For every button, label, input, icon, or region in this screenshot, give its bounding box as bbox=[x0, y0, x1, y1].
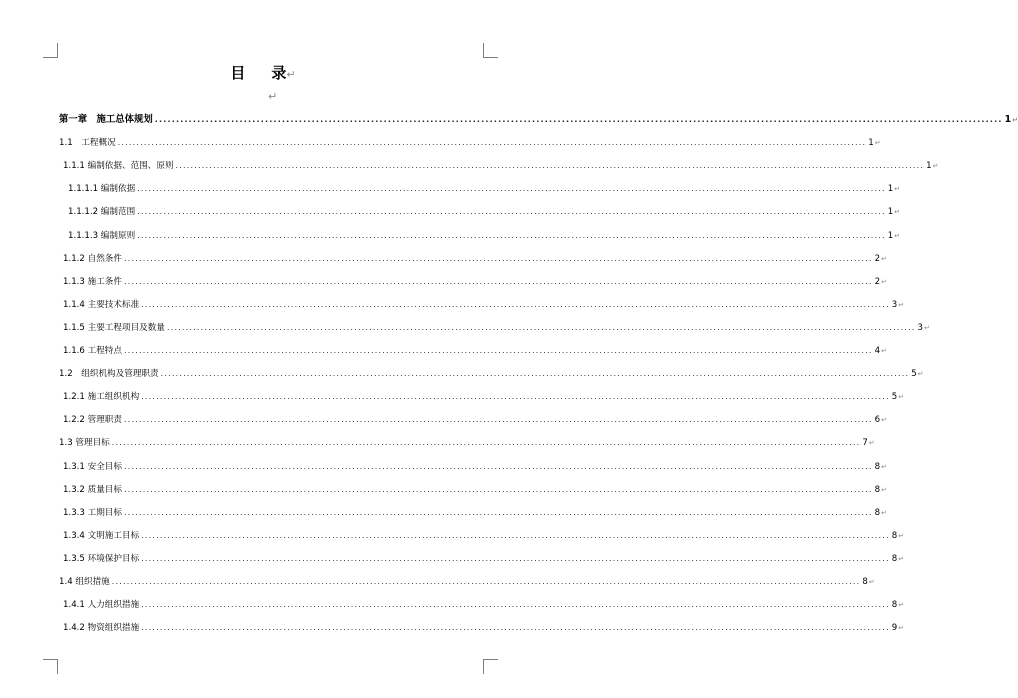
toc-page-number: 5 bbox=[911, 369, 917, 380]
toc-dot-leader: ........................................................................................................................................................................................................ bbox=[123, 484, 873, 494]
paragraph-mark-icon: ↵ bbox=[881, 277, 887, 286]
paragraph-mark-icon: ↵ bbox=[894, 231, 901, 240]
toc-entry-label: 1.1.1.3 编制原则 bbox=[68, 230, 136, 241]
paragraph-mark-icon: ↵ bbox=[894, 208, 901, 217]
toc-entry[interactable] bbox=[63, 507, 887, 519]
toc-dot-leader: ........................................................................................................................................................................................................ bbox=[111, 577, 861, 586]
toc-dot-leader: ........................................................................................................................................................................................................ bbox=[111, 438, 861, 448]
toc-page-number: 2 bbox=[874, 276, 881, 287]
toc-dot-leader: ........................................................................................................................................................................................................ bbox=[154, 115, 1003, 124]
toc-dot-leader: ........................................................................................................................................................................................................ bbox=[123, 507, 873, 517]
toc-entry[interactable] bbox=[63, 414, 887, 426]
toc-page-number: 1 bbox=[887, 230, 894, 241]
toc-dot-leader: ........................................................................................................................................................................................................ bbox=[141, 530, 890, 540]
paragraph-mark-icon: ↵ bbox=[881, 462, 887, 471]
toc-entry[interactable] bbox=[63, 160, 939, 172]
toc-dot-leader: ........................................................................................................................................................................................................ bbox=[123, 276, 873, 286]
toc-page-number: 8 bbox=[862, 577, 868, 587]
toc-entry-label: 1.2 组织机构及管理职责 bbox=[59, 369, 159, 380]
paragraph-mark-icon: ↵ bbox=[868, 578, 875, 586]
paragraph-mark-icon: ↵ bbox=[898, 393, 905, 402]
toc-entry[interactable] bbox=[63, 322, 930, 334]
toc-dot-leader: ........................................................................................................................................................................................................ bbox=[137, 207, 886, 217]
toc-page-number: 8 bbox=[874, 484, 881, 495]
toc-page-number: 1 bbox=[887, 184, 894, 195]
toc-page-number: 8 bbox=[874, 461, 881, 472]
toc-dot-leader: ........................................................................................................................................................................................................ bbox=[137, 184, 886, 194]
toc-entry-label: 第一章 施工总体规划 bbox=[59, 114, 153, 125]
toc-page-number: 1 bbox=[887, 207, 894, 218]
toc-entry[interactable] bbox=[68, 206, 901, 218]
paragraph-mark-icon: ↵ bbox=[868, 439, 875, 448]
toc-entry-label: 1.4.1 人力组织措施 bbox=[63, 600, 140, 611]
toc-entry-label: 1.2.2 管理职责 bbox=[63, 415, 122, 426]
toc-dot-leader: ........................................................................................................................................................................................................ bbox=[141, 553, 890, 563]
paragraph-mark-icon: ↵ bbox=[874, 139, 881, 148]
toc-page-number: 8 bbox=[874, 507, 881, 518]
toc-entry-label: 1.3.4 文明施工目标 bbox=[63, 530, 140, 541]
toc-entry-label: 1.1.1 编制依据、范围、原则 bbox=[63, 161, 174, 172]
toc-title-char-1: 目 bbox=[230, 64, 246, 82]
toc-dot-leader: ........................................................................................................................................................................................................ bbox=[160, 369, 910, 379]
toc-page-number: 1 bbox=[1004, 114, 1012, 125]
toc-entry-label: 1.3.5 环境保护目标 bbox=[63, 553, 140, 564]
toc-page-number: 2 bbox=[874, 253, 881, 264]
toc-entry-label: 1.4 组织措施 bbox=[59, 577, 110, 587]
toc-entry[interactable] bbox=[63, 553, 905, 565]
toc-dot-leader: ........................................................................................................................................................................................................ bbox=[175, 161, 925, 171]
toc-entry[interactable] bbox=[63, 299, 905, 311]
paragraph-mark-icon: ↵ bbox=[924, 323, 930, 332]
toc-entry[interactable] bbox=[68, 183, 901, 195]
toc-dot-leader: ........................................................................................................................................................................................................ bbox=[123, 415, 873, 425]
toc-dot-leader: ........................................................................................................................................................................................................ bbox=[123, 346, 873, 355]
toc-entry[interactable] bbox=[59, 576, 875, 588]
toc-dot-leader: ........................................................................................................................................................................................................ bbox=[141, 392, 890, 402]
toc-entry-label: 1.1 工程概况 bbox=[59, 138, 116, 149]
toc-entry[interactable] bbox=[63, 484, 887, 496]
paragraph-mark-icon: ↵ bbox=[898, 601, 905, 610]
paragraph-mark-icon: ↵ bbox=[1012, 116, 1018, 124]
toc-entry-label: 1.3 管理目标 bbox=[59, 438, 110, 449]
toc-entry[interactable] bbox=[63, 599, 905, 611]
toc-dot-leader: ........................................................................................................................................................................................................ bbox=[141, 623, 890, 633]
toc-entry[interactable] bbox=[63, 391, 905, 403]
toc-entry[interactable] bbox=[63, 622, 905, 634]
toc-entry-label: 1.1.3 施工条件 bbox=[63, 276, 122, 287]
toc-page-number: 1 bbox=[926, 161, 932, 172]
toc-entry[interactable] bbox=[63, 276, 887, 288]
toc-entry-label: 1.1.2 自然条件 bbox=[63, 253, 122, 264]
toc-entry[interactable] bbox=[63, 345, 887, 357]
toc-page-number: 7 bbox=[862, 438, 868, 449]
toc-entry-label: 1.1.1.2 编制范围 bbox=[68, 207, 136, 218]
toc-entry[interactable] bbox=[59, 137, 881, 149]
toc-entry-label: 1.1.6 工程特点 bbox=[63, 346, 122, 356]
paragraph-mark-icon: ↵ bbox=[898, 554, 905, 563]
toc-page-number: 9 bbox=[891, 623, 898, 634]
toc-entry-label: 1.3.1 安全目标 bbox=[63, 461, 122, 472]
toc-chapter-entry[interactable] bbox=[59, 114, 1018, 126]
page-corner-mark-bottom-left bbox=[43, 659, 58, 674]
toc-dot-leader: ........................................................................................................................................................................................................ bbox=[166, 322, 916, 332]
toc-dot-leader: ........................................................................................................................................................................................................ bbox=[123, 253, 873, 263]
toc-page-number: 3 bbox=[891, 299, 898, 310]
paragraph-mark-icon: ↵ bbox=[898, 624, 905, 633]
toc-title-char-2: 录 bbox=[271, 64, 287, 82]
toc-entry[interactable] bbox=[68, 230, 901, 242]
toc-entry-label: 1.3.2 质量目标 bbox=[63, 484, 122, 495]
toc-page-number: 1 bbox=[868, 138, 874, 149]
toc-dot-leader: ........................................................................................................................................................................................................ bbox=[141, 600, 890, 610]
paragraph-mark-icon: ↵ bbox=[917, 370, 924, 379]
paragraph-mark-icon: ↵ bbox=[881, 416, 887, 425]
paragraph-mark-icon: ↵ bbox=[898, 300, 905, 309]
toc-entry[interactable] bbox=[63, 461, 887, 473]
toc-page-number: 4 bbox=[874, 346, 881, 356]
toc-dot-leader: ........................................................................................................................................................................................................ bbox=[141, 299, 890, 309]
paragraph-mark-icon: ↵ bbox=[881, 254, 887, 263]
toc-entry-label: 1.1.5 主要工程项目及数量 bbox=[63, 322, 165, 333]
toc-dot-leader: ........................................................................................................................................................................................................ bbox=[123, 461, 873, 471]
toc-page-number: 6 bbox=[874, 415, 881, 426]
page-corner-mark-top-left bbox=[43, 43, 58, 58]
toc-entry[interactable] bbox=[59, 368, 924, 380]
toc-title bbox=[0, 62, 526, 83]
toc-entry-label: 1.3.3 工期目标 bbox=[63, 507, 122, 518]
toc-entry-label: 1.1.4 主要技术标准 bbox=[63, 299, 140, 310]
toc-page-number: 5 bbox=[891, 392, 898, 403]
toc-entry[interactable] bbox=[63, 253, 887, 265]
page-corner-mark-bottom-right bbox=[483, 659, 498, 674]
toc-entry[interactable] bbox=[63, 530, 905, 542]
paragraph-mark-icon: ↵ bbox=[898, 531, 905, 540]
paragraph-mark-icon: ↵ bbox=[881, 485, 887, 494]
empty-paragraph-mark-icon: ↵ bbox=[268, 90, 278, 103]
toc-page-number: 8 bbox=[891, 553, 898, 564]
paragraph-mark-icon: ↵ bbox=[881, 347, 887, 355]
toc-page-number: 3 bbox=[917, 322, 924, 333]
toc-page-number: 8 bbox=[891, 530, 898, 541]
toc-dot-leader: ........................................................................................................................................................................................................ bbox=[137, 230, 886, 240]
toc-dot-leader: ........................................................................................................................................................................................................ bbox=[117, 138, 867, 148]
toc-entry-label: 1.2.1 施工组织机构 bbox=[63, 392, 140, 403]
toc-entry[interactable] bbox=[59, 437, 875, 449]
page-corner-mark-top-right bbox=[483, 43, 498, 58]
paragraph-mark-icon: ↵ bbox=[286, 68, 296, 81]
toc-entry-label: 1.1.1.1 编制依据 bbox=[68, 184, 136, 195]
toc-page-number: 8 bbox=[891, 600, 898, 611]
paragraph-mark-icon: ↵ bbox=[932, 162, 939, 171]
paragraph-mark-icon: ↵ bbox=[881, 508, 887, 517]
toc-entry-label: 1.4.2 物资组织措施 bbox=[63, 623, 140, 634]
paragraph-mark-icon: ↵ bbox=[894, 185, 901, 194]
